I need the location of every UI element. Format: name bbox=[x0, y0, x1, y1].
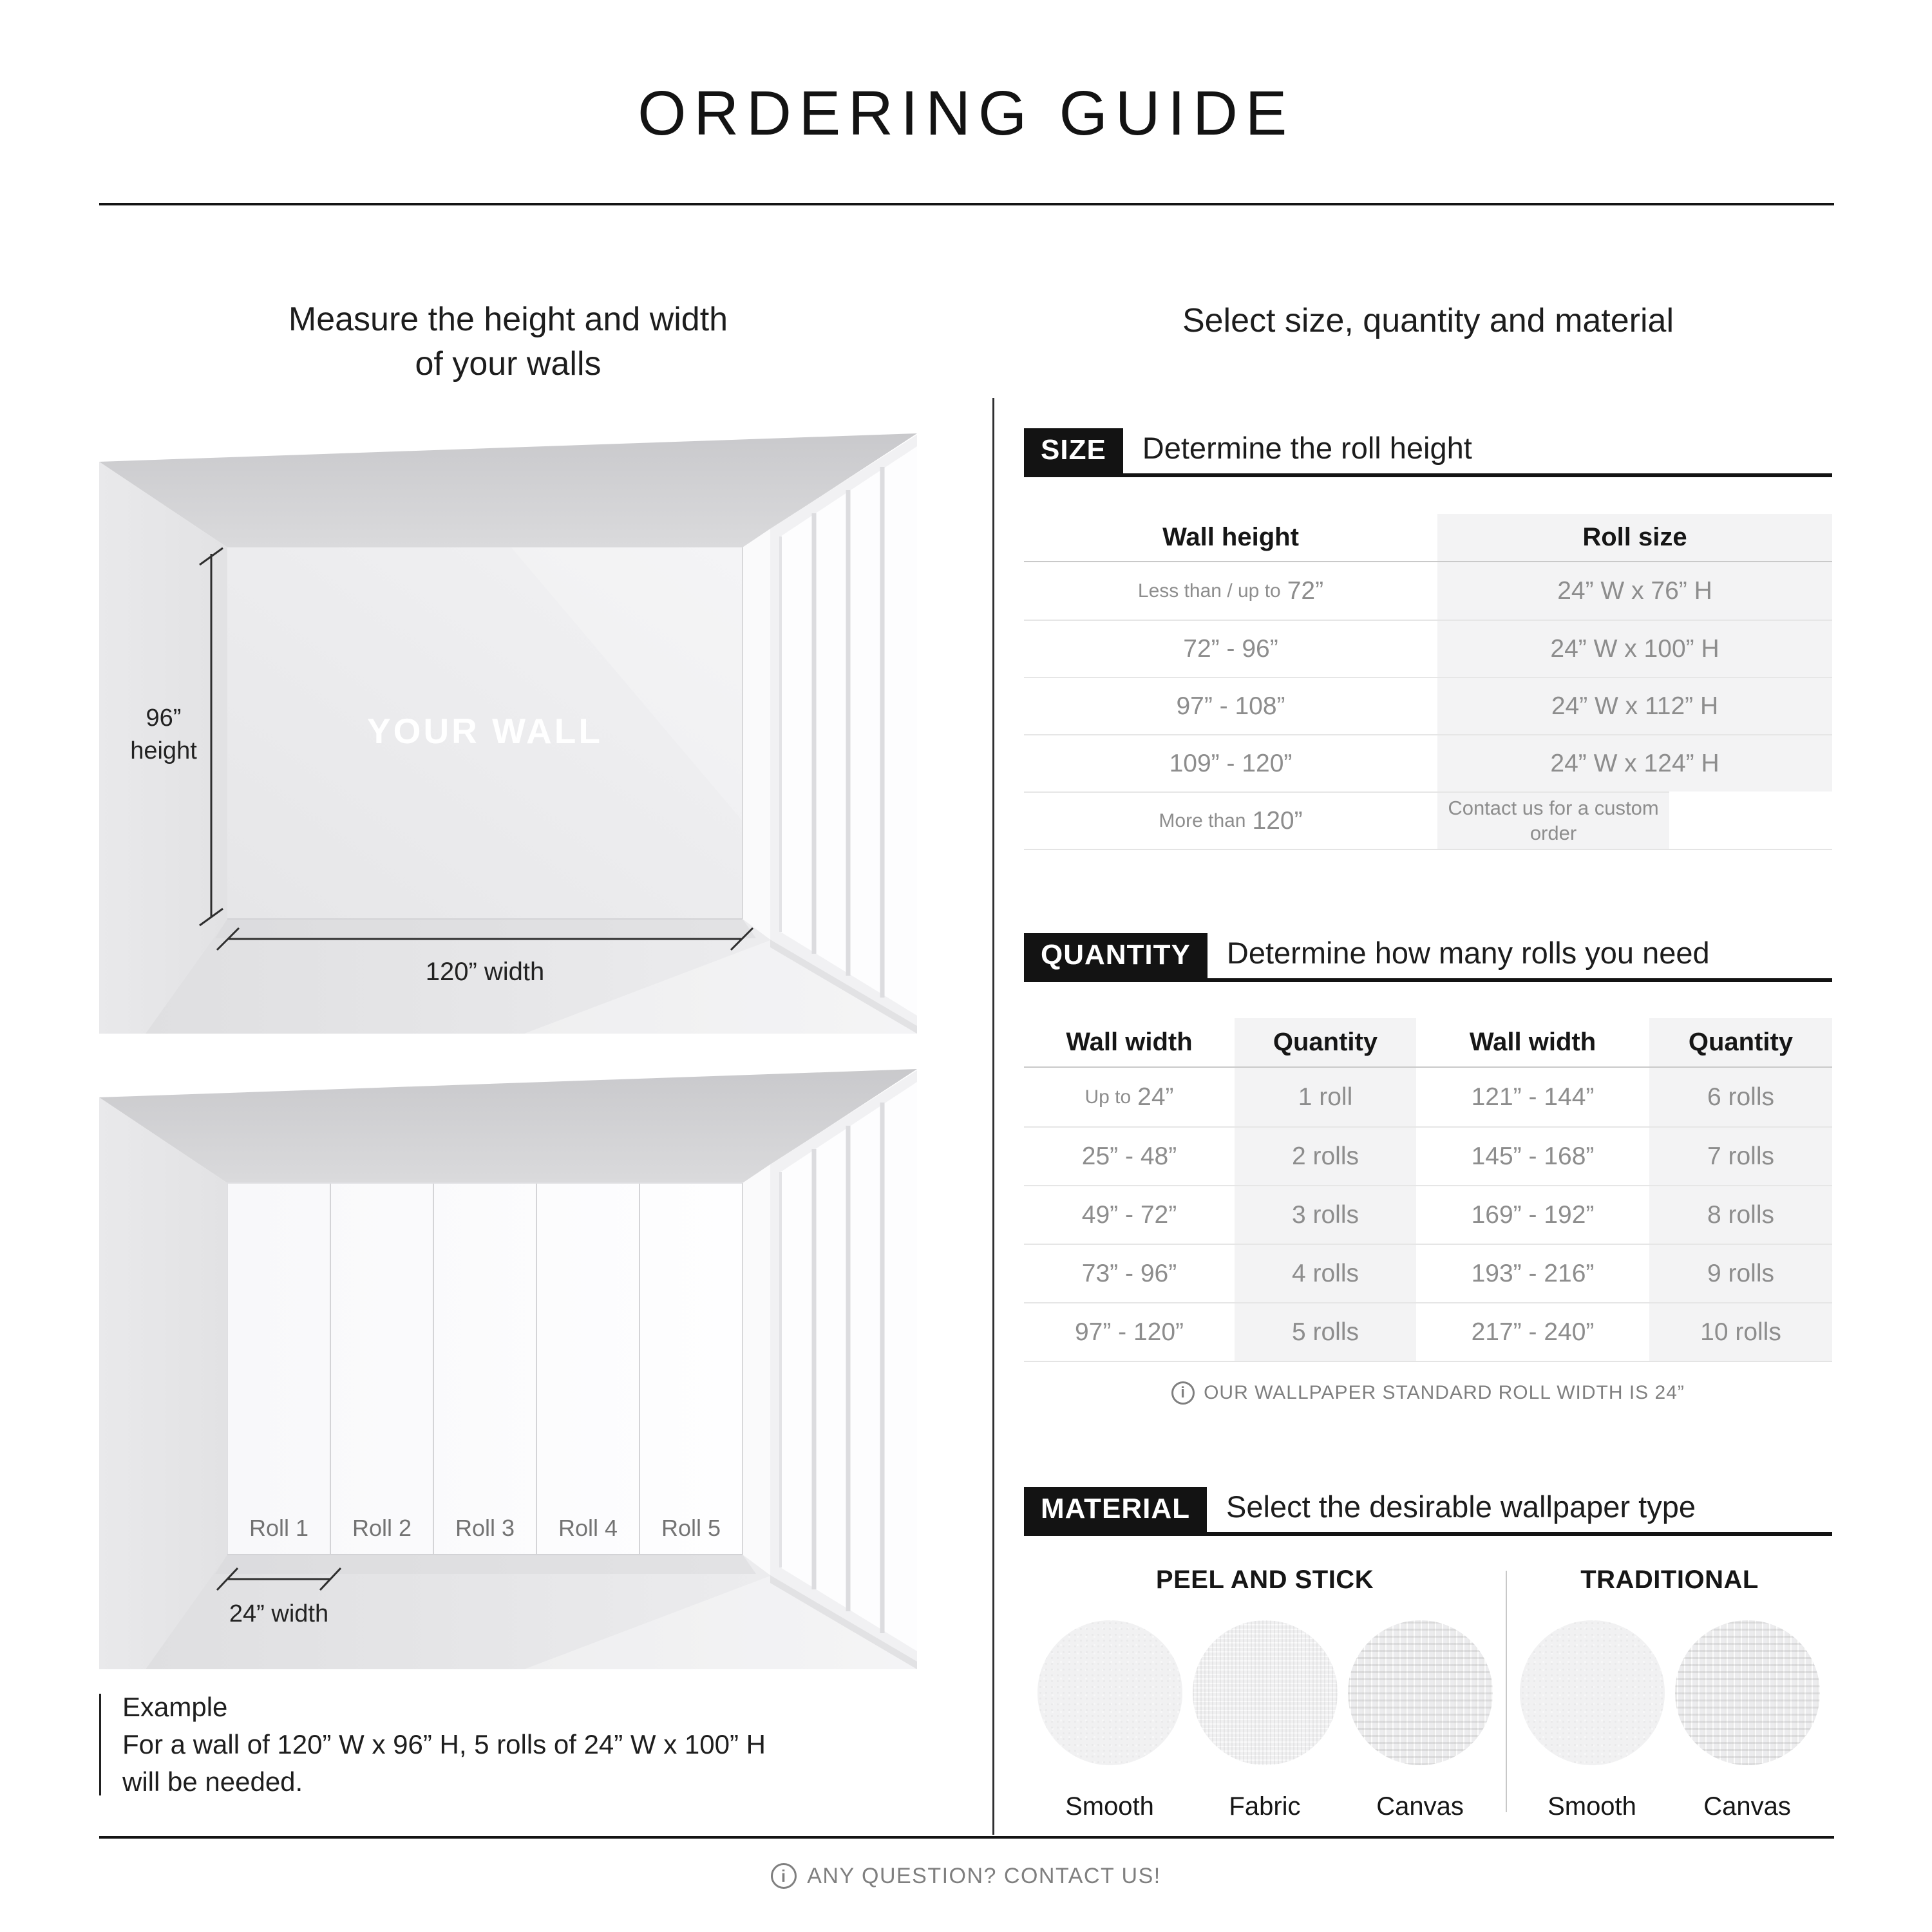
size-row-roll-size: 24” W x 112” H bbox=[1437, 677, 1832, 734]
size-table bbox=[1024, 514, 1832, 850]
quantity-section-title: Determine how many rolls you need bbox=[1226, 936, 1710, 970]
qty-row-quantity: 3 rolls bbox=[1235, 1185, 1416, 1244]
qty-row-quantity: 2 rolls bbox=[1235, 1126, 1416, 1185]
qty-row-wall-width: 97” - 120” bbox=[1024, 1302, 1235, 1361]
height-value: 96” bbox=[146, 705, 182, 732]
swatch-label: Smooth bbox=[1065, 1792, 1154, 1821]
peel-and-stick-swatches bbox=[1037, 1620, 1493, 1821]
canvas-texture-swatch bbox=[1348, 1620, 1493, 1765]
example-note bbox=[99, 1689, 936, 1801]
size-col-header-wall-height: Wall height bbox=[1024, 514, 1437, 562]
title-divider bbox=[99, 203, 1834, 205]
material-section-header bbox=[1024, 1487, 1832, 1536]
fabric-texture-swatch bbox=[1193, 1620, 1338, 1765]
qty-row-quantity: 7 rolls bbox=[1649, 1126, 1832, 1185]
roll-width-note-text: OUR WALLPAPER STANDARD ROLL WIDTH IS 24” bbox=[1204, 1382, 1685, 1403]
qty-row-quantity: 6 rolls bbox=[1649, 1068, 1832, 1126]
example-accent-bar bbox=[99, 1694, 101, 1795]
qty-row-wall-width: 169” - 192” bbox=[1416, 1185, 1649, 1244]
size-section bbox=[1024, 428, 1832, 850]
qty-row-quantity: 1 roll bbox=[1235, 1068, 1416, 1126]
example-line1: For a wall of 120” W x 96” H, 5 rolls of 24” W x 100” H bbox=[122, 1728, 766, 1759]
qty-row-wall-width: 73” - 96” bbox=[1024, 1244, 1235, 1302]
size-row-roll-size: 24” W x 100” H bbox=[1437, 620, 1832, 677]
your-wall-label: YOUR WALL bbox=[367, 711, 603, 751]
quantity-table bbox=[1024, 1018, 1832, 1362]
swatch-label: Canvas bbox=[1703, 1792, 1791, 1821]
peel-and-stick-title: PEEL AND STICK bbox=[1155, 1566, 1374, 1594]
qty-row-quantity: 4 rolls bbox=[1235, 1244, 1416, 1302]
roll-2-label: Roll 2 bbox=[352, 1515, 412, 1541]
roll-width-dimension-label: 24” width bbox=[229, 1600, 329, 1627]
swatch-label: Smooth bbox=[1548, 1792, 1636, 1821]
right-column-heading: Select size, quantity and material bbox=[1182, 302, 1674, 339]
footer-contact-text: ANY QUESTION? CONTACT US! bbox=[807, 1863, 1161, 1888]
swatch-smooth bbox=[1037, 1620, 1182, 1821]
traditional-swatches bbox=[1520, 1620, 1820, 1821]
qty-col-header-quantity: Quantity bbox=[1649, 1018, 1832, 1068]
peel-and-stick-group bbox=[1024, 1566, 1506, 1821]
qty-row-quantity: 10 rolls bbox=[1649, 1302, 1832, 1361]
qty-row-wall-width: 25” - 48” bbox=[1024, 1126, 1235, 1185]
size-row-wall-height: Less than / up to 72” bbox=[1137, 576, 1324, 605]
qty-col-header-quantity: Quantity bbox=[1235, 1018, 1416, 1068]
size-row-wall-height: 72” - 96” bbox=[1024, 620, 1437, 677]
size-row-roll-size: 24” W x 124” H bbox=[1437, 734, 1832, 791]
swatch-canvas bbox=[1675, 1620, 1820, 1821]
quantity-section bbox=[1024, 933, 1832, 1405]
material-section bbox=[1024, 1487, 1832, 1821]
traditional-title: TRADITIONAL bbox=[1580, 1566, 1759, 1594]
wallpaper-panels bbox=[227, 1183, 743, 1555]
size-badge: SIZE bbox=[1024, 428, 1123, 473]
material-options bbox=[1024, 1566, 1832, 1821]
swatch-label: Canvas bbox=[1376, 1792, 1464, 1821]
size-row-wall-height: 97” - 108” bbox=[1024, 677, 1437, 734]
height-word: height bbox=[130, 737, 197, 765]
example-title: Example bbox=[122, 1692, 228, 1722]
qty-row-wall-width: 217” - 240” bbox=[1416, 1302, 1649, 1361]
left-heading-line2: of your walls bbox=[415, 345, 601, 383]
swatch-label: Fabric bbox=[1229, 1792, 1301, 1821]
material-badge: MATERIAL bbox=[1024, 1487, 1207, 1532]
info-icon: i bbox=[771, 1863, 797, 1889]
size-col-header-roll-size: Roll size bbox=[1437, 514, 1832, 562]
left-column-heading bbox=[99, 298, 917, 386]
smooth-texture-swatch bbox=[1520, 1620, 1665, 1765]
material-section-title: Select the desirable wallpaper type bbox=[1226, 1490, 1696, 1524]
width-dimension-label: 120” width bbox=[425, 958, 545, 986]
size-section-title: Determine the roll height bbox=[1142, 431, 1472, 465]
footer-contact-note bbox=[0, 1863, 1932, 1889]
qty-row-quantity: 9 rolls bbox=[1649, 1244, 1832, 1302]
qty-row-wall-width: 121” - 144” bbox=[1471, 1083, 1595, 1111]
size-row-wall-height: More than 120” bbox=[1024, 791, 1437, 849]
swatch-fabric bbox=[1193, 1620, 1338, 1821]
swatch-canvas bbox=[1348, 1620, 1493, 1821]
qty-row-wall-width: Up to 24” bbox=[1084, 1083, 1174, 1111]
info-icon: i bbox=[1171, 1381, 1195, 1405]
quantity-badge: QUANTITY bbox=[1024, 933, 1208, 978]
size-row-wall-height: 109” - 120” bbox=[1024, 734, 1437, 791]
roll-4-label: Roll 4 bbox=[558, 1515, 618, 1541]
example-line2: will be needed. bbox=[122, 1766, 303, 1797]
left-heading-line1: Measure the height and width bbox=[288, 301, 728, 338]
canvas-texture-swatch bbox=[1675, 1620, 1820, 1765]
qty-row-wall-width: 49” - 72” bbox=[1024, 1185, 1235, 1244]
roll-5-label: Roll 5 bbox=[661, 1515, 721, 1541]
size-row-roll-size: 24” W x 76” H bbox=[1437, 562, 1832, 620]
room-illustration-rolls bbox=[99, 1064, 917, 1669]
room-illustration-measure bbox=[99, 428, 917, 1034]
room-scene-rolls bbox=[99, 1064, 917, 1669]
qty-col-header-wall-width: Wall width bbox=[1024, 1018, 1235, 1068]
traditional-group bbox=[1507, 1566, 1832, 1821]
roll-1-label: Roll 1 bbox=[249, 1515, 309, 1541]
column-divider bbox=[992, 398, 994, 1835]
footer-divider bbox=[99, 1836, 1834, 1839]
qty-row-wall-width: 193” - 216” bbox=[1416, 1244, 1649, 1302]
page-title: ORDERING GUIDE bbox=[638, 78, 1294, 148]
qty-col-header-wall-width: Wall width bbox=[1416, 1018, 1649, 1068]
smooth-texture-swatch bbox=[1037, 1620, 1182, 1765]
qty-row-quantity: 5 rolls bbox=[1235, 1302, 1416, 1361]
roll-width-note bbox=[1024, 1381, 1832, 1405]
height-dimension-label bbox=[106, 702, 222, 768]
roll-3-label: Roll 3 bbox=[455, 1515, 515, 1541]
qty-row-quantity: 8 rolls bbox=[1649, 1185, 1832, 1244]
size-row-roll-size: Contact us for a custom order bbox=[1437, 791, 1669, 849]
swatch-smooth bbox=[1520, 1620, 1665, 1821]
size-section-header bbox=[1024, 428, 1832, 477]
quantity-section-header bbox=[1024, 933, 1832, 982]
qty-row-wall-width: 145” - 168” bbox=[1416, 1126, 1649, 1185]
